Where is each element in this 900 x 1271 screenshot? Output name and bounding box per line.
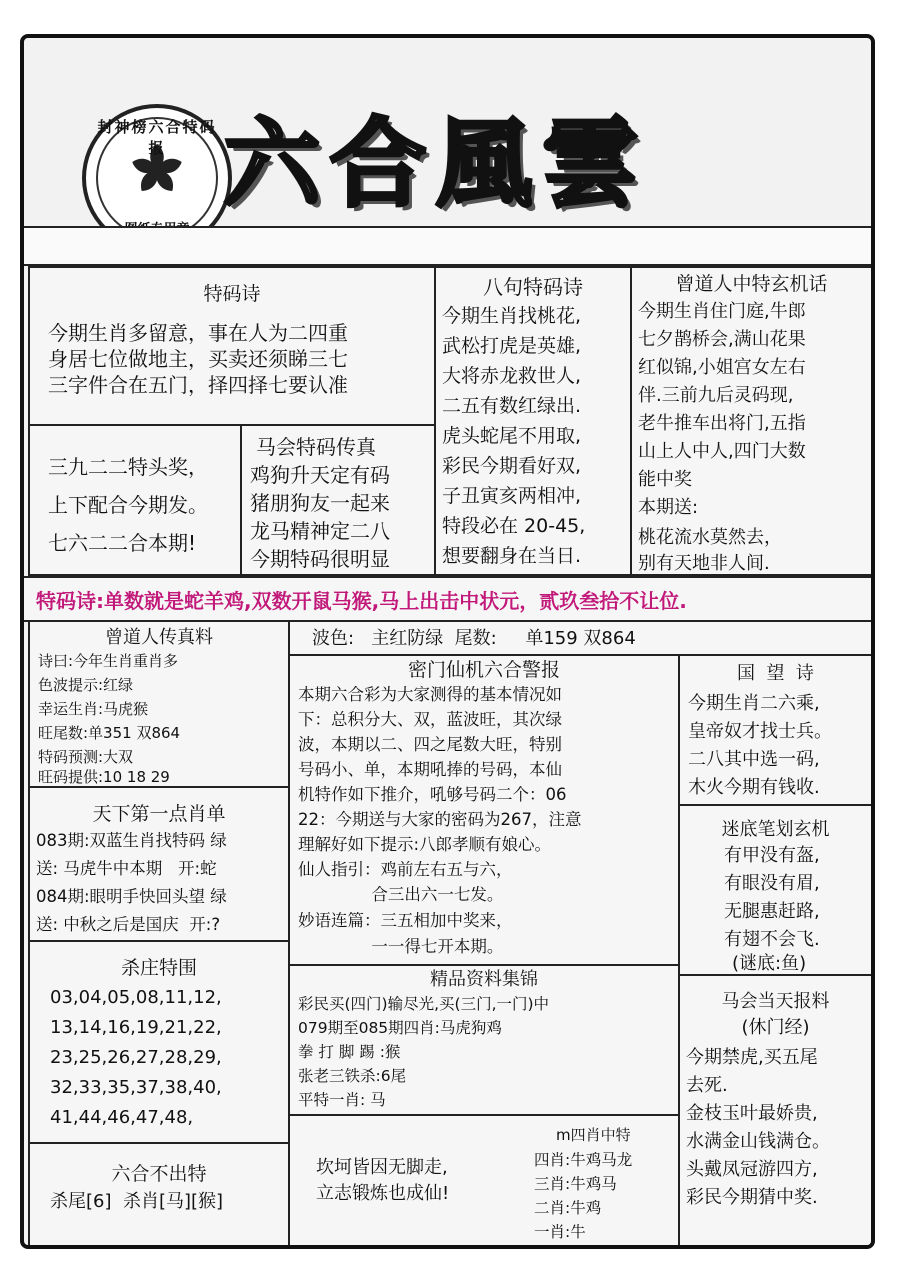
mimen-box: [288, 654, 680, 966]
eight-line-poem-heading: 八句特码诗: [483, 275, 583, 299]
zengdaoren-line: 山上人中人,四门大数: [638, 441, 806, 462]
banner-box: [22, 576, 875, 622]
midi-line: 有甲没有盔,: [724, 845, 820, 866]
guowang-line: 木火今期有钱收.: [688, 777, 820, 798]
chuanzhen-line: 旺码提供:10 18 29: [38, 768, 170, 786]
mahui-fax-line: 猪朋狗友一起来: [250, 491, 390, 515]
tema-poem-line: 今期生肖多留意，事在人为二四重: [48, 321, 348, 345]
midi-line: 有眼没有眉,: [724, 873, 820, 894]
mimen-heading: 密门仙机六合警报: [407, 659, 560, 681]
zengdaoren-line: 红似锦,小姐宫女左右: [638, 357, 806, 378]
shazhuang-line: 23,25,26,27,28,29,: [50, 1047, 222, 1068]
tema-poem-line: 三字件合在五门，择四择七要认准: [48, 373, 348, 397]
eight-line-poem-box: [434, 266, 632, 576]
eight-line-poem-line: 彩民今期看好双,: [442, 455, 582, 477]
tianxia-line: 送: 马虎牛中本期 开:蛇: [36, 859, 217, 878]
tema-poem-box: [28, 266, 436, 426]
eight-line-poem-line: 特段必在 20-45,: [442, 515, 586, 537]
chuanzhen-line: 旺尾数:单351 双864: [38, 724, 181, 742]
mimen-line: 仙人指引：鸡前左右五与六，: [298, 860, 513, 879]
tianxia-line: 084期:眼明手快回头望 绿: [36, 887, 227, 906]
eight-line-poem-line: 虎头蛇尾不用取,: [442, 425, 582, 447]
seal-arc-text: 封神榜六合特码报: [97, 118, 217, 157]
mimen-line: 理解好如下提示:八郎孝顺有娘心。: [298, 835, 552, 854]
sixiao-line: 三肖:牛鸡马: [534, 1175, 617, 1193]
bose-text: 波色: 主红防绿 尾数: 单159 双864: [312, 628, 636, 649]
jingpin-heading: 精品资料集锦: [430, 969, 538, 990]
masthead-title: 六合風雲: [224, 107, 648, 220]
zengdaoren-line: 伴.三前九后灵码现,: [638, 385, 794, 406]
eight-line-poem-line: 子丑寅亥两相冲,: [442, 485, 582, 507]
shazhuang-heading: 杀庄特围: [120, 957, 197, 979]
left-small-line: 上下配合今期发。: [48, 493, 208, 517]
guowang-line: 今期生肖二六乘,: [688, 693, 820, 714]
kanke-line: 立志锻炼也成仙!: [316, 1183, 450, 1204]
zengdaoren-line: 别有天地非人间.: [638, 553, 770, 574]
buchu-line: 杀尾[6] 杀肖[马][猴]: [50, 1191, 224, 1212]
mahui-report-line: 金枝玉叶最娇贵,: [686, 1103, 818, 1124]
mahui-report-line: 头戴凤冠游四方,: [686, 1159, 818, 1180]
left-small-line: 三九二二特头奖，: [48, 455, 208, 479]
zengdaoren-line: 今期生肖住门庭,牛郎: [638, 301, 806, 322]
zengdaoren-line: 老牛推车出将门,五指: [638, 413, 806, 434]
chuanzhen-line: 幸运生肖:马虎猴: [38, 700, 149, 718]
shazhuang-line: 41,44,46,47,48,: [50, 1107, 194, 1128]
tema-poem-heading: 特码诗: [203, 283, 261, 305]
eight-line-poem-line: 想要翻身在当日.: [442, 545, 582, 567]
jingpin-line: 平特一肖: 马: [298, 1091, 386, 1109]
mahui-report-subheading: (休门经): [741, 1017, 810, 1038]
tianxia-line: 083期:双蓝生肖找特码 绿: [36, 831, 227, 850]
banner-text: 特码诗:单数就是蛇羊鸡,双数开鼠马猴,马上出击中状元，贰玖叁拾不让位.: [36, 589, 687, 613]
mahui-fax-heading: 马会特码传真: [256, 435, 376, 459]
shazhuang-line: 13,14,16,19,21,22,: [50, 1017, 222, 1038]
mahui-report-heading: 马会当天报料: [721, 991, 830, 1012]
shazhuang-line: 32,33,35,37,38,40,: [50, 1077, 222, 1098]
left-small-box: [28, 424, 242, 576]
mahui-fax-line: 龙马精神定二八: [250, 519, 390, 543]
zengdaoren-box: [630, 266, 873, 576]
mimen-line: 妙语连篇：三五相加中奖来，: [298, 911, 513, 930]
chuanzhen-line: 特码预测:大双: [38, 748, 134, 766]
midi-line: 有翅不会飞.: [724, 929, 820, 950]
guowang-line: 皇帝奴才找士兵。: [688, 721, 832, 742]
kanke-box: [288, 1114, 680, 1249]
mahui-report-line: 去死.: [686, 1075, 728, 1096]
tianxia-line: 送: 中秋之后是国庆 开:?: [36, 915, 221, 934]
chuanzhen-line: 诗曰:今年生肖重肖多: [38, 652, 179, 670]
mahui-fax-line: 鸡狗升天定有码: [250, 463, 390, 487]
zengdaoren-line: 本期送:: [638, 497, 699, 518]
left-small-line: 七六二二合本期!: [48, 531, 197, 555]
bose-box: [288, 620, 873, 656]
guowang-box: [678, 654, 873, 806]
newspaper-sheet: [20, 34, 875, 1249]
mahui-fax-line: 今期特码很明显: [250, 547, 390, 571]
jingpin-line: 张老三铁杀:6尾: [298, 1067, 407, 1085]
chuanzhen-heading: 曾道人传真料: [105, 627, 213, 648]
mimen-line: 合三出六一七发。: [298, 885, 504, 904]
midi-box: [678, 804, 873, 976]
zengdaoren-line: 桃花流水莫然去，: [638, 527, 782, 548]
tianxia-heading: 天下第一点肖单: [92, 803, 226, 825]
eight-line-poem-line: 二五有数红绿出.: [442, 395, 582, 417]
tema-poem-line: 身居七位做地主，买卖还须睇三七: [48, 347, 348, 371]
jingpin-line: 拳 打 脚 踢 :猴: [298, 1043, 401, 1061]
guowang-heading: 国 望 诗: [737, 663, 814, 684]
midi-line: 无腿惠赶路,: [724, 901, 820, 922]
chuanzhen-line: 色波提示:红绿: [38, 676, 134, 694]
tianxia-box: [28, 786, 290, 942]
zengdaoren-line: 能中奖: [638, 469, 692, 490]
sixiao-heading: m四肖中特: [556, 1126, 631, 1144]
chuanzhen-box: [28, 620, 290, 788]
shazhuang-box: [28, 940, 290, 1144]
eight-line-poem-line: 武松打虎是英雄,: [442, 335, 582, 357]
mahui-report-box: [678, 974, 873, 1249]
sixiao-line: 二肖:牛鸡: [534, 1199, 602, 1217]
eight-line-poem-line: 大将赤龙救世人,: [442, 365, 582, 387]
mahui-report-line: 水满金山钱满仓。: [686, 1131, 830, 1152]
buchu-box: [28, 1142, 290, 1249]
jingpin-box: [288, 964, 680, 1116]
guowang-line: 二八其中选一码,: [688, 749, 820, 770]
buchu-heading: 六合不出特: [111, 1163, 207, 1185]
mimen-line: 本期六合彩为大家测得的基本情况如: [298, 685, 562, 704]
eight-line-poem-line: 今期生肖找桃花,: [442, 305, 582, 327]
mahui-report-line: 彩民今期猜中奖.: [686, 1187, 818, 1208]
sixiao-line: 一肖:牛: [534, 1223, 586, 1241]
zengdaoren-line: 七夕鹊桥会,满山花果: [638, 329, 806, 350]
midi-heading: 迷底笔划玄机: [721, 819, 830, 840]
jingpin-line: 079期至085期四肖:马虎狗鸡: [298, 1019, 502, 1037]
midi-line: (谜底:鱼): [732, 953, 807, 974]
mimen-line: 机特作如下推介，吼够号码二个：06: [298, 785, 567, 804]
mimen-line: 下：总积分大、双，蓝波旺，其次绿: [298, 710, 562, 729]
jingpin-line: 彩民买(四门)输尽光,买(三门,一门)中: [298, 995, 550, 1013]
mahui-fax-box: [240, 424, 436, 576]
header-strip: [22, 226, 875, 266]
mimen-line: 波，本期以二、四之尾数大旺，特别: [298, 735, 562, 754]
shazhuang-line: 03,04,05,08,11,12,: [50, 987, 222, 1008]
mimen-line: 号码小、单，本期吼捧的号码，本仙: [298, 760, 562, 779]
sixiao-line: 四肖:牛鸡马龙: [534, 1151, 633, 1169]
kanke-line: 坎坷皆因无脚走,: [316, 1157, 448, 1178]
zengdaoren-heading: 曾道人中特玄机话: [675, 273, 828, 295]
mahui-report-line: 今期禁虎,买五尾: [686, 1047, 818, 1068]
mimen-line: 一一得七开本期。: [298, 937, 504, 956]
mimen-line: 22：今期送与大家的密码为267，注意: [298, 810, 582, 829]
